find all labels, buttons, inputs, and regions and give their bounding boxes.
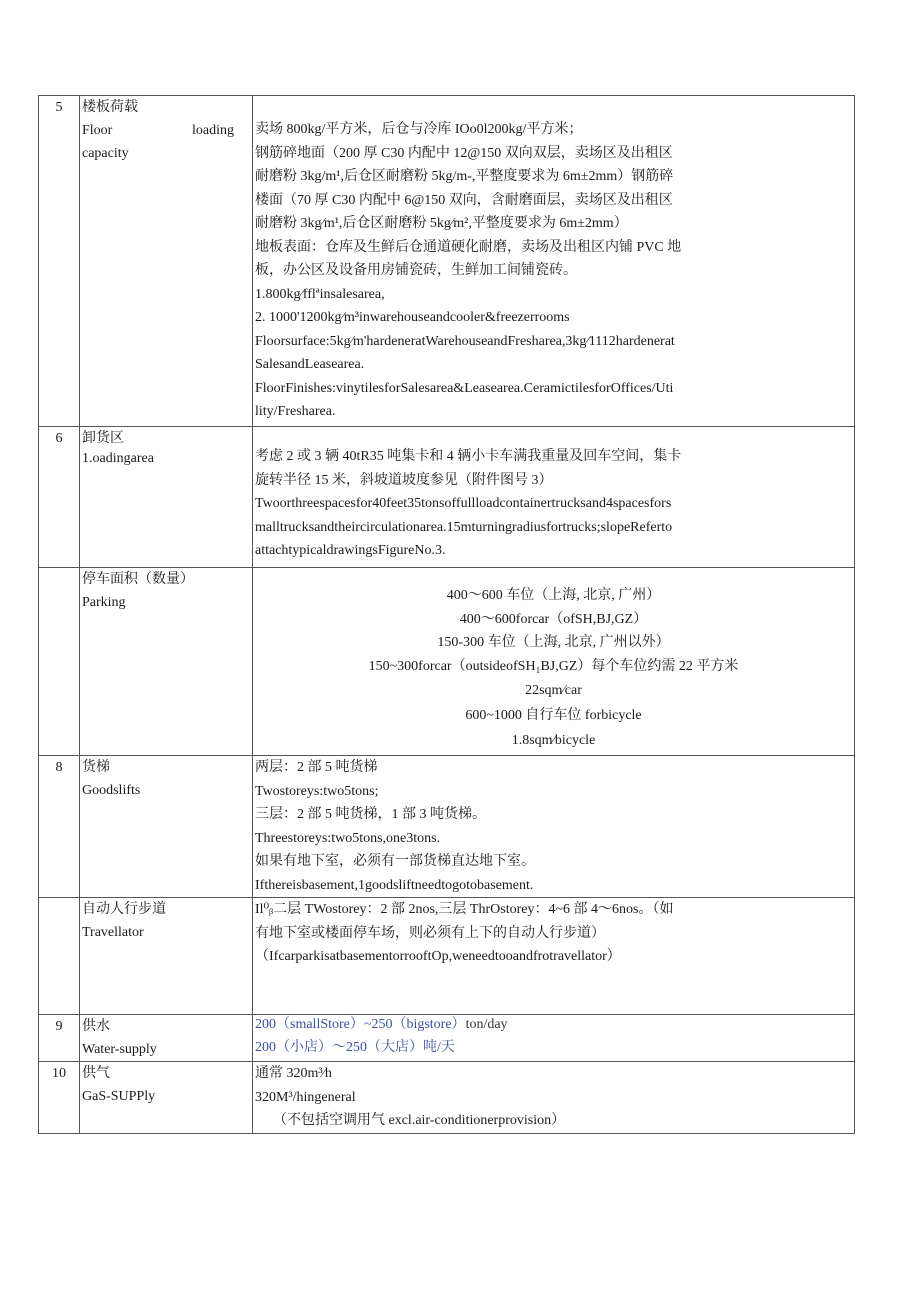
- row-value: [253, 1015, 855, 1062]
- spec-table: [38, 95, 855, 1134]
- value-line: Threestoreys:two5tons,one3tons.: [255, 830, 441, 846]
- value-line: 1.8sqm∕bicycle: [511, 733, 596, 748]
- row-number: 5: [39, 96, 80, 427]
- row-value: [253, 96, 855, 427]
- value-line: 耐磨粉 3kg∕m¹,后仓区耐磨粉 5kg∕m²,平整度要求为 6m±2mm）: [255, 216, 628, 231]
- table-row: [39, 898, 855, 1015]
- value-line: Twoorthreespacesfor40feet35tonsoffullloadcontainertrucksand4spacesfors: [255, 496, 672, 511]
- label-cn: 楼板荷载: [82, 100, 138, 115]
- label-cn: 停车面积（数量）: [82, 572, 194, 587]
- row-value: [253, 756, 855, 898]
- value-line: 旋转半径 15 米，斜坡道坡度参见（附件图号 3）: [255, 472, 553, 488]
- value-line: 耐磨粉 3kg/m¹,后仓区耐磨粉 5kg/m-,平整度要求为 6m±2mm）钢筋碎: [255, 169, 674, 184]
- label-en: Parking: [82, 595, 126, 610]
- value-line: 楼面（70 厚 C30 内配中 6@150 双向，含耐磨面层，卖场区及出租区: [255, 192, 673, 208]
- value-line: 200（smallStore）~250（bigstore）ton/day: [255, 1017, 508, 1032]
- label-cn: 供气: [82, 1066, 110, 1081]
- row-value: [253, 898, 855, 1015]
- row-number: 9: [39, 1015, 80, 1062]
- table-row: [39, 1062, 855, 1134]
- table-row: [39, 568, 855, 756]
- table-row: [39, 96, 855, 427]
- row-number: [39, 568, 80, 756]
- table-row: [39, 756, 855, 898]
- table-row: [39, 427, 855, 568]
- row-value: [253, 1062, 855, 1134]
- value-line: SalesandLeasearea.: [255, 357, 365, 372]
- value-line: 如果有地下室，必须有一部货梯直达地下室。: [255, 854, 535, 869]
- value-line: 600~1000 自行车位 forbicycle: [465, 708, 642, 723]
- value-line: 320M³/hingeneral: [255, 1089, 356, 1105]
- row-label: [80, 568, 253, 756]
- row-label: [80, 1062, 253, 1134]
- label-en-2: capacity: [82, 146, 129, 161]
- label-en: Goodslifts: [82, 783, 141, 798]
- value-line: Il⁰ᵦ二层 TWostorey：2 部 2nos,三层 ThrOstorey：4~6 部 4～6nos。（如: [255, 902, 674, 917]
- label-cn: 自动人行步道: [82, 902, 166, 917]
- value-line: 2. 1000'1200kg∕m³inwarehouseandcooler&freezerrooms: [255, 310, 570, 325]
- row-number: 10: [39, 1062, 80, 1134]
- label-en: GaS-SUPPly: [82, 1089, 156, 1104]
- label-cn: 供水: [82, 1019, 110, 1034]
- label-en: Travellator: [82, 925, 144, 940]
- value-line: 三层：2 部 5 吨货梯，1 部 3 吨货梯。: [255, 807, 486, 822]
- value-line: Ifthereisbasement,1goodsliftneedtogotobasement.: [255, 877, 534, 893]
- value-line: 有地下室或楼面停车场，则必须有上下的自动人行步道）: [255, 925, 605, 941]
- value-line: 400～600forcar（ofSH,BJ,GZ）: [459, 611, 648, 627]
- label-cn: 卸货区: [82, 431, 124, 446]
- value-line: Twostoreys:two5tons;: [255, 783, 379, 799]
- row-label: [80, 96, 253, 427]
- value-line: 1.800kg∕fflªinsalesarea,: [255, 286, 385, 302]
- value-line: 200（小店）～250（大店）吨/天: [255, 1040, 455, 1055]
- value-line: FloorFinishes:vinytilesforSalesarea&Leasearea.CeramictilesforOffices/Uti: [255, 380, 674, 396]
- row-number: 6: [39, 427, 80, 568]
- row-label: [80, 898, 253, 1015]
- row-number: 8: [39, 756, 80, 898]
- value-line: 地板表面：仓库及生鲜后仓通道硬化耐磨，卖场及出租区内铺 PVC 地: [255, 239, 682, 255]
- label-en: Floor loading: [82, 123, 234, 138]
- value-line: malltrucksandtheircirculationarea.15mturningradiusfortrucks;slopeReferto: [255, 519, 673, 535]
- value-line: （不包括空调用气 excl.air-conditionerprovision）: [273, 1113, 566, 1128]
- value-line: Floorsurface:5kg∕m'hardeneratWarehouseandFresharea,3kg∕1112hardenerat: [255, 333, 675, 349]
- value-line: 150~300forcar（outsideofSH₁BJ,GZ）每个车位约需 22 平方米: [368, 658, 739, 674]
- value-line: attachtypicaldrawingsFigureNo.3.: [255, 543, 446, 558]
- row-value: [253, 427, 855, 568]
- value-line: lity/Fresharea.: [255, 404, 336, 419]
- row-label: [80, 756, 253, 898]
- value-line: 考虑 2 或 3 辆 40tR35 吨集卡和 4 辆小卡车满我重量及回车空间，集卡: [255, 449, 682, 464]
- row-number: [39, 898, 80, 1015]
- value-line: 150-300 车位（上海, 北京, 广州以外）: [437, 635, 670, 650]
- value-line: （IfcarparkisatbasementorrooftOp,weneedtooandfrotravellator）: [255, 949, 621, 964]
- value-line: 两层：2 部 5 吨货梯: [255, 760, 378, 775]
- table-row: [39, 1015, 855, 1062]
- label-en: 1.oadingarea: [82, 451, 154, 466]
- label-cn: 货梯: [82, 760, 110, 775]
- value-line: 通常 320m³∕h: [255, 1066, 332, 1081]
- row-label: [80, 1015, 253, 1062]
- value-line: 钢筋碎地面（200 厚 C30 内配中 12@150 双向双层，卖场区及出租区: [255, 145, 673, 161]
- value-line: 400～600 车位（上海, 北京, 广州）: [446, 588, 661, 603]
- value-line: 卖场 800kg/平方米，后仓与冷库 IOo0l200kg/平方米；: [255, 122, 583, 137]
- row-value: [253, 568, 855, 756]
- value-line: 22sqm∕car: [525, 683, 582, 698]
- row-label: [80, 427, 253, 568]
- label-en: Water-supply: [82, 1042, 157, 1057]
- value-line: 板，办公区及设备用房铺瓷砖，生鲜加工间铺瓷砖。: [255, 263, 577, 278]
